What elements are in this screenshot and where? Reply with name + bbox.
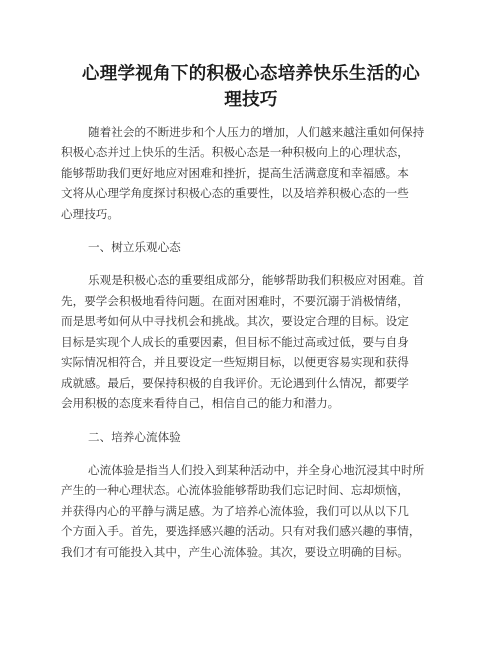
intro-line-4: 文将从心理学角度探讨积极心态的重要性，以及培养积极心态的一些 xyxy=(61,186,409,200)
section-1-line-2: 先，要学会积极地看待问题。在面对困难时，不要沉溺于消极情绪， xyxy=(61,294,409,308)
intro-line-3: 能够帮助我们更好地应对困难和挫折，提高生活满意度和幸福感。本 xyxy=(61,166,409,180)
document-title-line-1: 心理学视角下的积极心态培养快乐生活的心 xyxy=(81,64,421,84)
section-2-heading: 二、培养心流体验 xyxy=(88,430,181,444)
section-2-line-2: 产生的一种心理状态。心流体验能够帮助我们忘记时间、忘却烦恼， xyxy=(61,483,409,497)
section-1-line-6: 成就感。最后，要保持积极的自我评价。无论遇到什么情况，都要学 xyxy=(61,376,409,390)
intro-line-5: 心理技巧。 xyxy=(61,207,119,221)
section-2-line-4: 个方面入手。首先，要选择感兴趣的活动。只有对我们感兴趣的事情， xyxy=(61,524,421,538)
intro-line-1: 随着社会的不断进步和个人压力的增加，人们越来越注重如何保持 xyxy=(88,125,425,139)
section-1-line-3: 而是思考如何从中寻找机会和挑战。其次，要设定合理的目标。设定 xyxy=(61,314,409,328)
section-1-heading: 一、树立乐观心态 xyxy=(88,240,181,254)
section-1-line-4: 目标是实现个人成长的重要因素，但目标不能过高或过低，要与自身 xyxy=(61,335,409,349)
section-2-line-1: 心流体验是指当人们投入到某种活动中，并全身心地沉浸其中时所 xyxy=(88,463,425,477)
section-2-line-3: 并获得内心的平静与满足感。为了培养心流体验，我们可以从以下几 xyxy=(61,504,409,518)
section-1-line-5: 实际情况相符合，并且要设定一些短期目标，以便更容易实现和获得 xyxy=(61,355,409,369)
section-1-line-7: 会用积极的态度来看待自己，相信自己的能力和潜力。 xyxy=(61,396,340,410)
document-title-line-2: 理技巧 xyxy=(224,90,278,110)
section-2-line-5: 我们才有可能投入其中，产生心流体验。其次，要设立明确的目标。 xyxy=(61,545,409,559)
section-1-line-1: 乐观是积极心态的重要组成部分，能够帮助我们积极应对困难。首 xyxy=(88,273,425,287)
intro-line-2: 积极心态并过上快乐的生活。积极心态是一种积极向上的心理状态， xyxy=(61,145,409,159)
